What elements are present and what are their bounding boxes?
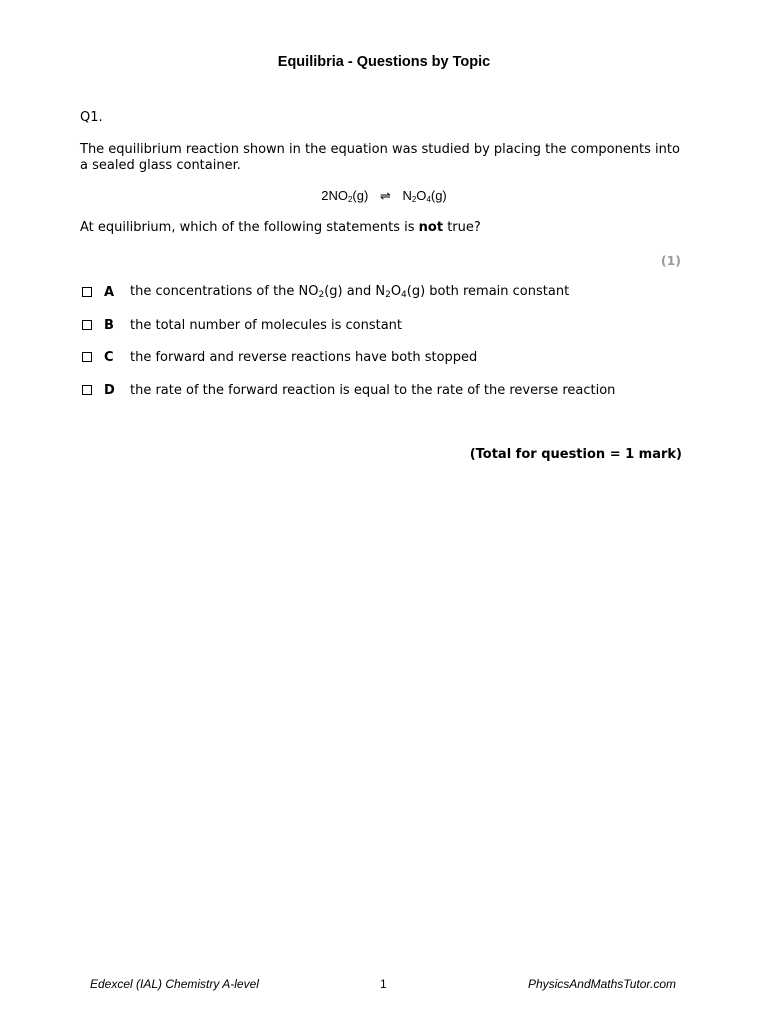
option-d-letter: D	[104, 382, 115, 398]
total-marks: (Total for question = 1 mark)	[469, 447, 682, 462]
option-a-text: the concentrations of the $NO_2(g)$ and $N_2O_4(g)$ both remain constant	[130, 284, 570, 300]
option-d-checkbox[interactable]	[82, 385, 92, 395]
option-b[interactable]	[80, 316, 402, 334]
option-c[interactable]	[80, 348, 477, 366]
footer-website: PhysicsAndMathsTutor.com	[527, 977, 676, 991]
option-a-checkbox[interactable]	[82, 287, 92, 297]
option-b-checkbox[interactable]	[82, 320, 92, 330]
equilibrium-arrow-icon: ⇌	[379, 188, 391, 203]
option-a-letter: A	[104, 284, 115, 300]
option-a[interactable]	[80, 283, 569, 301]
option-c-text: the forward and reverse reactions have both stopped	[130, 349, 478, 365]
option-c-checkbox[interactable]	[82, 352, 92, 362]
option-b-letter: B	[104, 317, 114, 333]
footer-exam-board: Edexcel (IAL) Chemistry A-level	[90, 977, 259, 991]
equation-rhs: $N_2O_4(g)$	[402, 188, 447, 204]
question-intro: The equilibrium reaction shown in the equation was studied by placing the components into a sealed glass container.	[80, 142, 680, 173]
option-c-letter: C	[104, 349, 114, 365]
chemical-equation	[0, 188, 768, 204]
equation-lhs: $2NO_2(g)$	[321, 188, 369, 204]
option-d[interactable]	[80, 381, 615, 399]
page-title: Equilibria - Questions by Topic	[277, 54, 491, 70]
prompt-emphasis: not	[418, 220, 444, 235]
question-prompt: At equilibrium, which of the following statements is not true?	[80, 220, 481, 235]
footer-page-number: 1	[380, 977, 387, 991]
marks-label: (1)	[660, 253, 681, 268]
option-b-text: the total number of molecules is constant	[130, 317, 403, 333]
option-d-text: the rate of the forward reaction is equal to the rate of the reverse reaction	[130, 382, 616, 398]
question-number: Q1.	[80, 110, 103, 125]
